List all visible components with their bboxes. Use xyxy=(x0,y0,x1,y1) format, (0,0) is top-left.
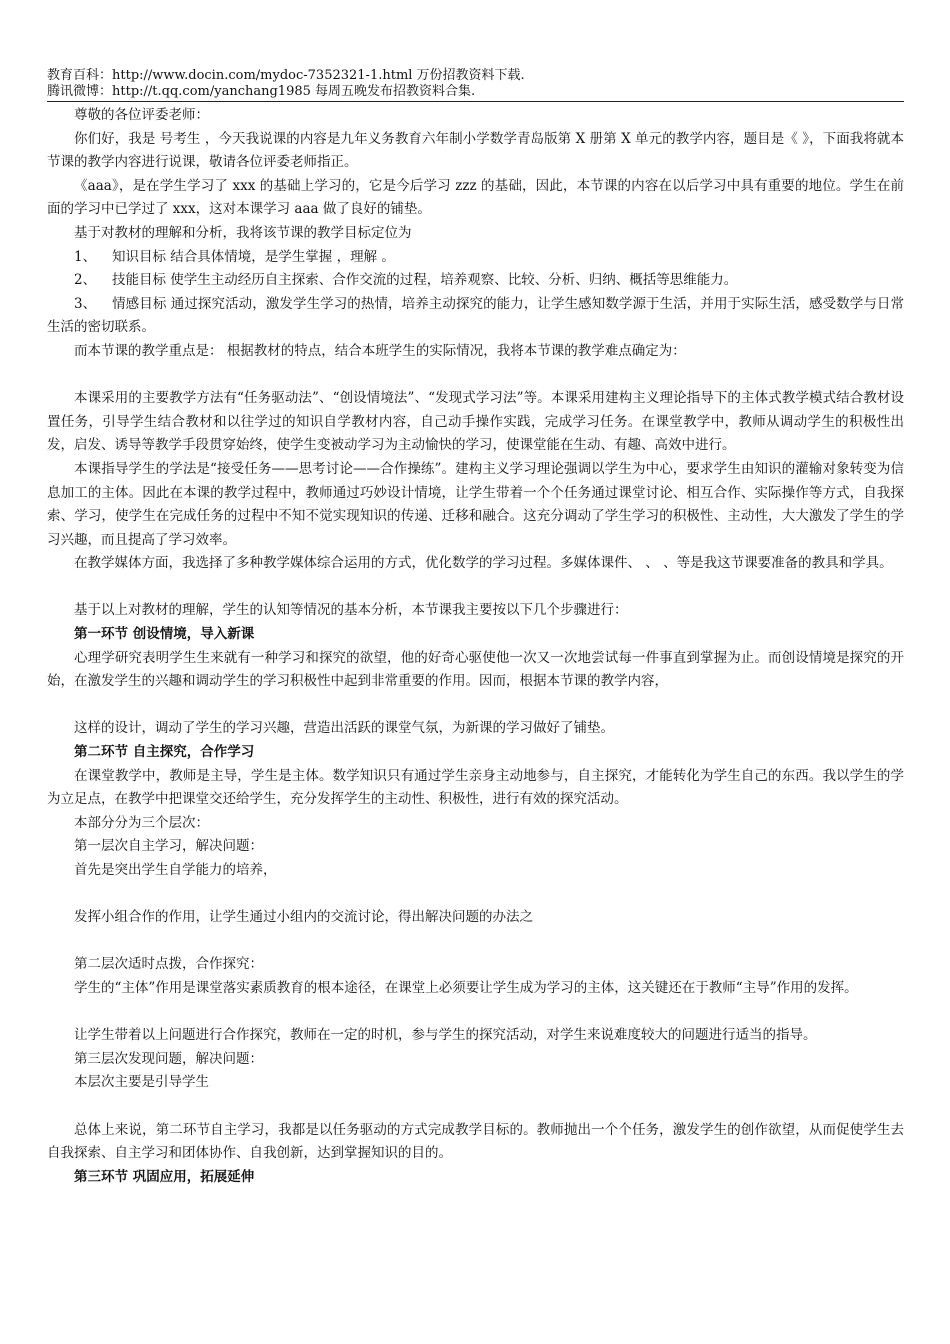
goal-item-2 xyxy=(47,269,904,293)
blank-line xyxy=(47,1001,904,1025)
section-3-title: 第三环节 巩固应用，拓展延伸 xyxy=(74,1168,255,1185)
methods-paragraph: 本课采用的主要教学方法有“任务驱动法”、“创设情境法”、“发现式学习法”等。本课采用建构主义理论指导下的主体式教学模式结合教材设置任务，引导学生结合教材和以往学过的知识自学教材内容，自己动手操作实践，完成学习任务。在课堂教学中，教师从调动学生的积极性出发，启发、诱导等教学手段贯穿始终，使学生变被动学习为主动愉快的学习，使课堂能在生动、有趣、高效中进行。 xyxy=(47,390,904,454)
section-1-paragraph: 心理学研究表明学生生来就有一种学习和探究的欲望，他的好奇心驱使他一次又一次地尝试每一件事直到掌握为止。而创设情境是探究的开始，在激发学生的兴趣和调动学生的学习积极性中起到非常重要的作用。因而，根据本节课的教学内容， xyxy=(47,649,904,690)
context-paragraph: 《aaa》，是在学生学习了 xxx 的基础上学习的，它是今后学习 zzz 的基础，因此，本节课的内容在以后学习中具有重要的地位。学生在前面的学习中已学过了 xxx，这对本课学习 aaa 做了良好的铺垫。 xyxy=(47,177,904,218)
intro-paragraph: 你们好，我是 号考生 ，今天我说课的内容是九年义务教育六年制小学数学青岛版第 X 册第 X 单元的教学内容，题目是《 》，下面我将就本节课的教学内容进行说课，敬请各位评委老师指正。 xyxy=(47,130,904,171)
salutation: 尊敬的各位评委老师： xyxy=(74,107,209,123)
section-1-title: 第一环节 创设情境，导入新课 xyxy=(74,626,255,643)
blank-line xyxy=(47,883,904,907)
level-1-paragraph: 首先是突出学生自学能力的培养， xyxy=(74,862,277,878)
header-line-weibo: 腾讯微博：http://t.qq.com/yanchang1985 每周五晚发布招教资料合集. xyxy=(47,84,476,99)
level-3-title: 第三层次发现问题，解决问题： xyxy=(74,1050,263,1067)
goal-text: 技能目标 使学生主动经历自主探索、合作交流的过程，培养观察、比较、分析、归纳、概括等思维能力。 xyxy=(112,272,738,289)
level-1-title: 第一层次自主学习，解决问题： xyxy=(74,838,263,855)
section-2-title: 第二环节 自主探究，合作学习 xyxy=(74,744,255,761)
level-2-guidance-paragraph: 让学生带着以上问题进行合作探究，教师在一定的时机，参与学生的探究活动，对学生来说难度较大的问题进行适当的指导。 xyxy=(74,1027,817,1044)
key-points-paragraph: 而本节课的教学重点是： 根据教材的特点，结合本班学生的实际情况，我将本节课的教学难点确定为： xyxy=(74,342,686,359)
blank-line xyxy=(47,1095,904,1119)
section-2-levels-intro: 本部分分为三个层次： xyxy=(74,814,209,831)
goal-item-1 xyxy=(47,246,904,270)
summary-paragraph: 总体上来说，第二环节自主学习，我都是以任务驱动的方式完成教学目标的。教师抛出一个个任务，激发学生的创作欲望，从而促使学生去自我探索、自主学习和团体协作、自我创新，达到掌握知识的目的。 xyxy=(47,1121,904,1162)
steps-intro: 基于以上对教材的理解，学生的认知等情况的基本分析，本节课我主要按以下几个步骤进行： xyxy=(74,602,628,619)
goal-number: 2、 xyxy=(74,272,97,289)
blank-line xyxy=(47,694,904,718)
header-line-docin: 教育百科：http://www.docin.com/mydoc-7352321-1.html 万份招教资料下载. xyxy=(47,68,525,83)
goals-intro: 基于对教材的理解和分析，我将该节课的教学目标定位为 xyxy=(74,224,412,241)
goal-text: 情感目标 通过探究活动，激发学生学习的热情，培养主动探究的能力，让学生感知数学源于生活，并用于实际生活，感受数学与日常生活的密切联系。 xyxy=(47,295,904,336)
level-3-paragraph: 本层次主要是引导学生 xyxy=(74,1074,209,1091)
level-2-paragraph: 学生的“主体”作用是课堂落实素质教育的根本途径，在课堂上必须要让学生成为学习的主体，这关键还在于教师“主导”作用的发挥。 xyxy=(74,979,858,996)
goal-number: 3、 xyxy=(74,295,97,312)
goal-text: 知识目标 结合具体情境，是学生掌握 ，理解 。 xyxy=(112,248,395,265)
blank-line xyxy=(47,576,904,600)
level-2-title: 第二层次适时点拨，合作探究： xyxy=(74,956,263,973)
blank-line xyxy=(47,930,904,954)
blank-line xyxy=(47,364,904,388)
section-2-paragraph: 在课堂教学中，教师是主导，学生是主体。数学知识只有通过学生亲身主动地参与，自主探究，才能转化为学生自己的东西。我以学生的学为立足点，在教学中把课堂交还给学生，充分发挥学生的主动性、积极性，进行有效的探究活动。 xyxy=(47,767,904,808)
learning-paragraph: 本课指导学生的学法是“接受任务——思考讨论——合作操练”。建构主义学习理论强调以学生为中心，要求学生由知识的灌输对象转变为信息加工的主体。因此在本课的教学过程中，教师通过巧妙设计情境，让学生带着一个个任务通过课堂讨论、相互合作、实际操作等方式，自我探索、学习，使学生在完成任务的过程中不知不觉实现知识的传递、迁移和融合。这充分调动了学生学习的积极性、主动性，大大激发了学生的学习兴趣，而且提高了学习效率。 xyxy=(47,460,904,548)
section-1-conclusion: 这样的设计，调动了学生的学习兴趣，营造出活跃的课堂气氛，为新课的学习做好了铺垫。 xyxy=(74,720,614,737)
media-paragraph: 在教学媒体方面，我选择了多种教学媒体综合运用的方式，优化数学的学习过程。多媒体课件、 、 、等是我这节课要准备的教具和学具。 xyxy=(74,555,893,572)
goal-number: 1、 xyxy=(74,248,97,265)
page-header xyxy=(47,68,904,102)
document-body xyxy=(47,104,904,1189)
level-1-group-paragraph: 发挥小组合作的作用，让学生通过小组内的交流讨论，得出解决问题的办法之 xyxy=(74,909,533,926)
goal-item-3 xyxy=(47,293,904,340)
